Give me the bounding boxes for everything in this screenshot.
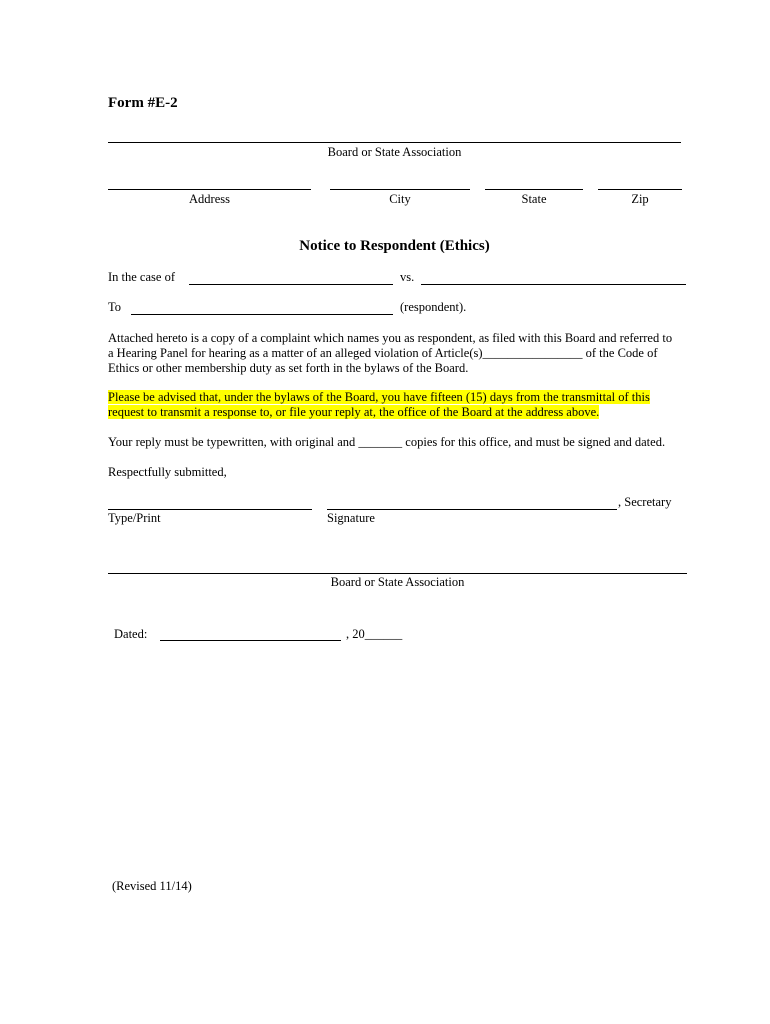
bylaws-notice-line-2: request to transmit a response to, or file your reply at, the office of the Board at the address above. [108, 405, 600, 419]
notice-title: Notice to Respondent (Ethics) [299, 238, 490, 254]
complaint-paragraph-line-2: a Hearing Panel for hearing as a matter of an alleged violation of Article(s)________________ of the Code of [108, 346, 658, 360]
bottom-association-label: Board or State Association [330, 575, 465, 589]
state-field-line[interactable] [485, 189, 583, 190]
respondent-case-field-line[interactable] [421, 284, 686, 285]
to-prefix: To [108, 300, 122, 314]
association-field-line[interactable] [108, 142, 681, 143]
complainant-field-line[interactable] [189, 284, 393, 285]
dated-year: , 20______ [346, 627, 403, 641]
respondent-name-field-line[interactable] [131, 314, 393, 315]
closing-text: Respectfully submitted, [108, 465, 227, 479]
dated-label: Dated: [114, 627, 148, 641]
revision-note: (Revised 11/14) [112, 879, 192, 893]
case-vs: vs. [400, 270, 415, 284]
complaint-paragraph-line-3: Ethics or other membership duty as set forth in the bylaws of the Board. [108, 361, 469, 375]
type-print-field-line[interactable] [108, 509, 312, 510]
type-print-label: Type/Print [108, 511, 161, 525]
reply-instructions: Your reply must be typewritten, with original and _______ copies for this office, and must be signed and dated. [108, 435, 666, 449]
signature-label: Signature [327, 511, 375, 525]
address-field-line[interactable] [108, 189, 311, 190]
signature-field-line[interactable] [327, 509, 617, 510]
secretary-suffix: , Secretary [618, 495, 672, 509]
case-prefix: In the case of [108, 270, 175, 284]
address-label: Address [189, 192, 230, 206]
complaint-paragraph-line-1: Attached hereto is a copy of a complaint which names you as respondent, as filed with this Board and referred to [108, 331, 673, 345]
zip-label: Zip [631, 192, 649, 206]
state-label: State [521, 192, 547, 206]
city-label: City [389, 192, 411, 206]
city-field-line[interactable] [330, 189, 470, 190]
dated-field-line[interactable] [160, 640, 341, 641]
respondent-suffix: (respondent). [400, 300, 467, 314]
bottom-association-field-line[interactable] [108, 573, 687, 574]
zip-field-line[interactable] [598, 189, 682, 190]
bylaws-notice-line-1: Please be advised that, under the bylaws of the Board, you have fifteen (15) days from the transmittal of this [108, 390, 650, 404]
association-label: Board or State Association [327, 145, 462, 159]
form-title: Form #E-2 [108, 95, 178, 111]
